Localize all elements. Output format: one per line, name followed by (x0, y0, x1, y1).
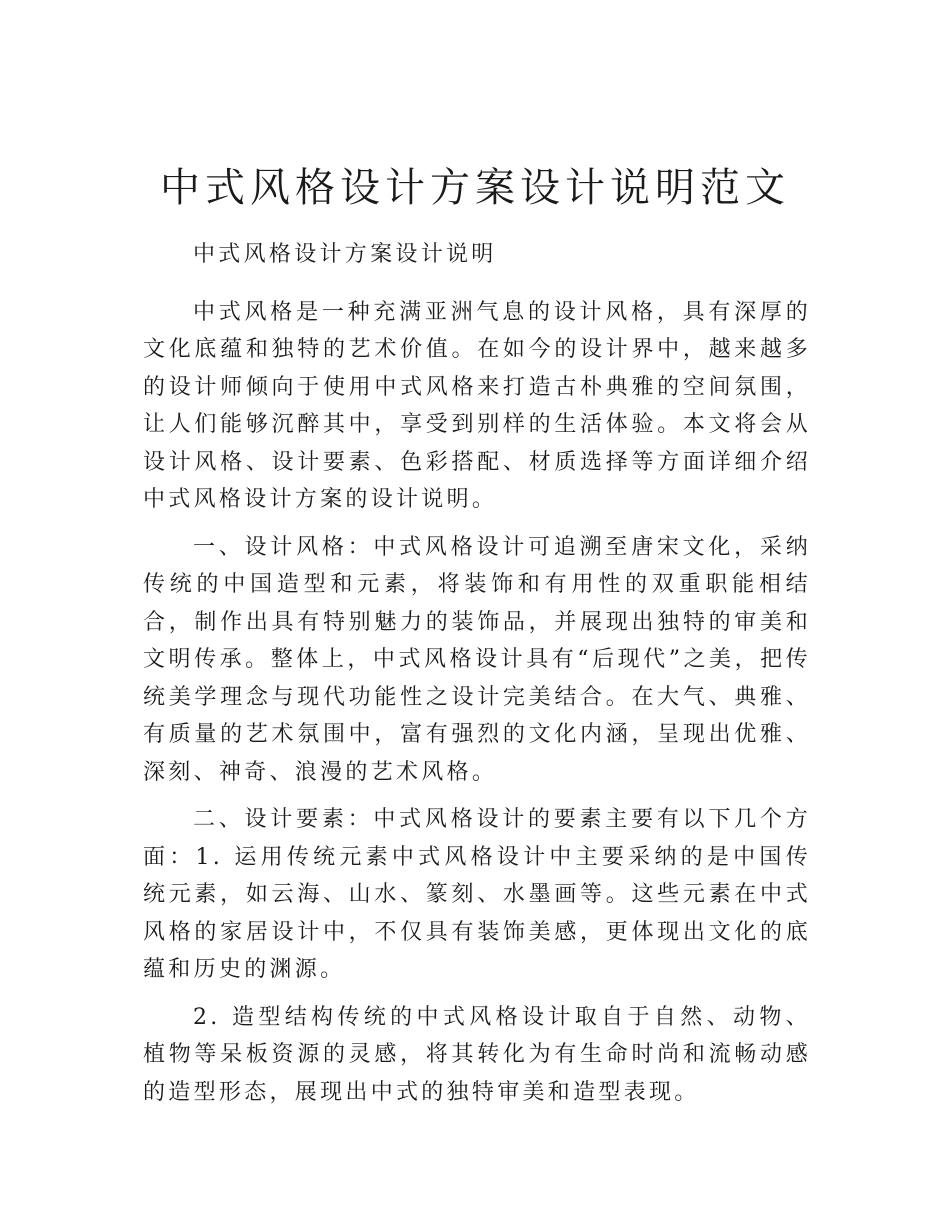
document-subtitle: 中式风格设计方案设计说明 (193, 242, 497, 267)
paragraph-intro: 中式风格是一种充满亚洲气息的设计风格，具有深厚的文化底蕴和独特的艺术价值。在如今的设计界中，越来越多的设计师倾向于使用中式风格来打造古朴典雅的空间氛围，让人们能够沉醉其中，享受到别样的生活体验。本文将会从设计风格、设计要素、色彩搭配、材质选择等方面详细介绍中式风格设计方案的设计说明。 (143, 299, 811, 512)
document-title: 中式风格设计方案设计说明范文 (160, 165, 790, 211)
paragraph-form-structure: 2. 造型结构传统的中式风格设计取自于自然、动物、植物等呆板资源的灵感，将其转化为有生命时尚和流畅动感的造型形态，展现出中式的独特审美和造型表现。 (143, 1004, 811, 1105)
paragraph-design-style: 一、设计风格：中式风格设计可追溯至唐宋文化，采纳传统的中国造型和元素，将装饰和有用性的双重职能相结合，制作出具有特别魅力的装饰品，并展现出独特的审美和文明传承。整体上，中式风格设计具有“后现代”之美，把传统美学理念与现代功能性之设计完美结合。在大气、典雅、有质量的艺术氛围中，富有强烈的文化内涵，呈现出优雅、深刻、神奇、浪漫的艺术风格。 (143, 534, 811, 785)
paragraph-design-elements: 二、设计要素：中式风格设计的要素主要有以下几个方面：1. 运用传统元素中式风格设计中主要采纳的是中国传统元素，如云海、山水、篆刻、水墨画等。这些元素在中式风格的家居设计中，不仅具有装饰美感，更体现出文化的底蕴和历史的渊源。 (143, 807, 811, 982)
document-body (143, 236, 811, 1121)
